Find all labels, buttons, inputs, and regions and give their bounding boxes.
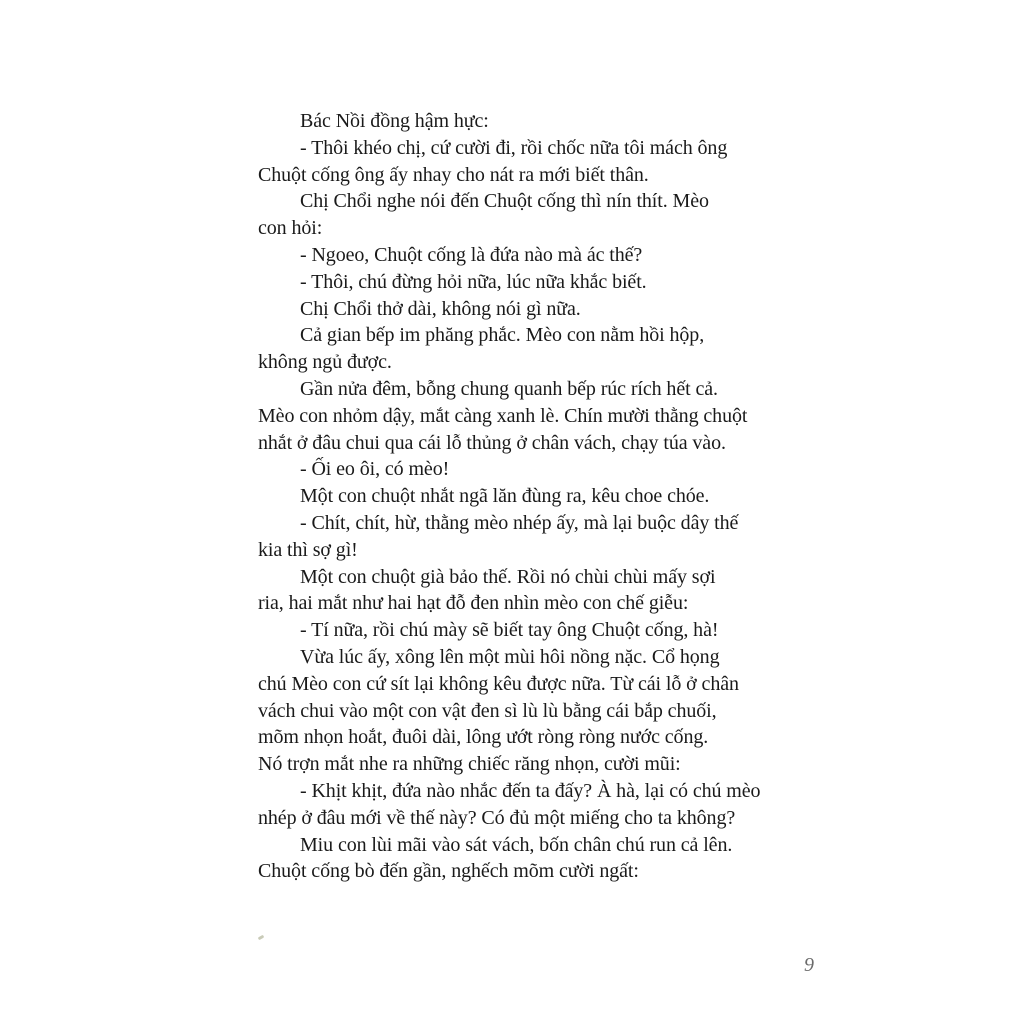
story-text: [258, 108, 778, 885]
story-line: Vừa lúc ấy, xông lên một mùi hôi nồng nặc. Cổ họng: [300, 645, 720, 668]
story-line: - Chít, chít, hừ, thằng mèo nhép ấy, mà lại buộc dây thế: [300, 511, 739, 534]
story-line: nhắt ở đâu chui qua cái lỗ thủng ở chân vách, chạy túa vào.: [258, 431, 726, 454]
story-line: Mèo con nhỏm dậy, mắt càng xanh lè. Chín mười thằng chuột: [258, 404, 748, 427]
story-line: Miu con lùi mãi vào sát vách, bốn chân chú run cả lên.: [300, 833, 733, 856]
story-line: Một con chuột già bảo thế. Rồi nó chùi chùi mấy sợi: [300, 565, 716, 588]
story-line: Chuột cống bò đến gần, nghếch mõm cười ngất:: [258, 860, 639, 883]
story-line: Gần nửa đêm, bỗng chung quanh bếp rúc rích hết cả.: [300, 377, 718, 400]
paper-speck: [258, 935, 265, 941]
story-line: Một con chuột nhắt ngã lăn đùng ra, kêu choe chóe.: [300, 485, 710, 508]
story-line: Chị Chổi nghe nói đến Chuột cống thì nín thít. Mèo: [300, 190, 709, 213]
story-line: vách chui vào một con vật đen sì lù lù bằng cái bắp chuối,: [258, 699, 717, 722]
story-line: nhép ở đâu mới về thế này? Có đủ một miếng cho ta không?: [258, 806, 736, 829]
story-line: con hỏi:: [258, 217, 323, 240]
story-line: - Ngoeo, Chuột cống là đứa nào mà ác thế?: [300, 243, 643, 266]
story-line: - Thôi khéo chị, cứ cười đi, rồi chốc nữa tôi mách ông: [300, 136, 728, 159]
story-line: Chị Chổi thở dài, không nói gì nữa.: [300, 297, 581, 320]
page-number: 9: [804, 954, 814, 976]
story-line: - Tí nữa, rồi chú mày sẽ biết tay ông Chuột cống, hà!: [300, 619, 719, 642]
story-line: mõm nhọn hoắt, đuôi dài, lông ướt ròng ròng nước cống.: [258, 726, 709, 749]
story-line: - Thôi, chú đừng hỏi nữa, lúc nữa khắc biết.: [300, 270, 647, 293]
story-line: kia thì sợ gì!: [258, 538, 358, 561]
story-line: Cả gian bếp im phăng phắc. Mèo con nằm hồi hộp,: [300, 324, 705, 347]
story-line: - Ối eo ôi, có mèo!: [300, 458, 450, 481]
story-line: - Khịt khịt, đứa nào nhắc đến ta đấy? À hà, lại có chú mèo: [300, 779, 761, 802]
story-line: Chuột cống ông ấy nhay cho nát ra mới biết thân.: [258, 163, 649, 186]
story-line: chú Mèo con cứ sít lại không kêu được nữa. Từ cái lỗ ở chân: [258, 672, 739, 695]
story-line: Nó trợn mắt nhe ra những chiếc răng nhọn, cười mũi:: [258, 753, 681, 776]
story-line: Bác Nồi đồng hậm hực:: [300, 110, 489, 132]
story-line: không ngủ được.: [258, 351, 392, 374]
story-line: ria, hai mắt như hai hạt đỗ đen nhìn mèo con chế giễu:: [258, 592, 689, 615]
